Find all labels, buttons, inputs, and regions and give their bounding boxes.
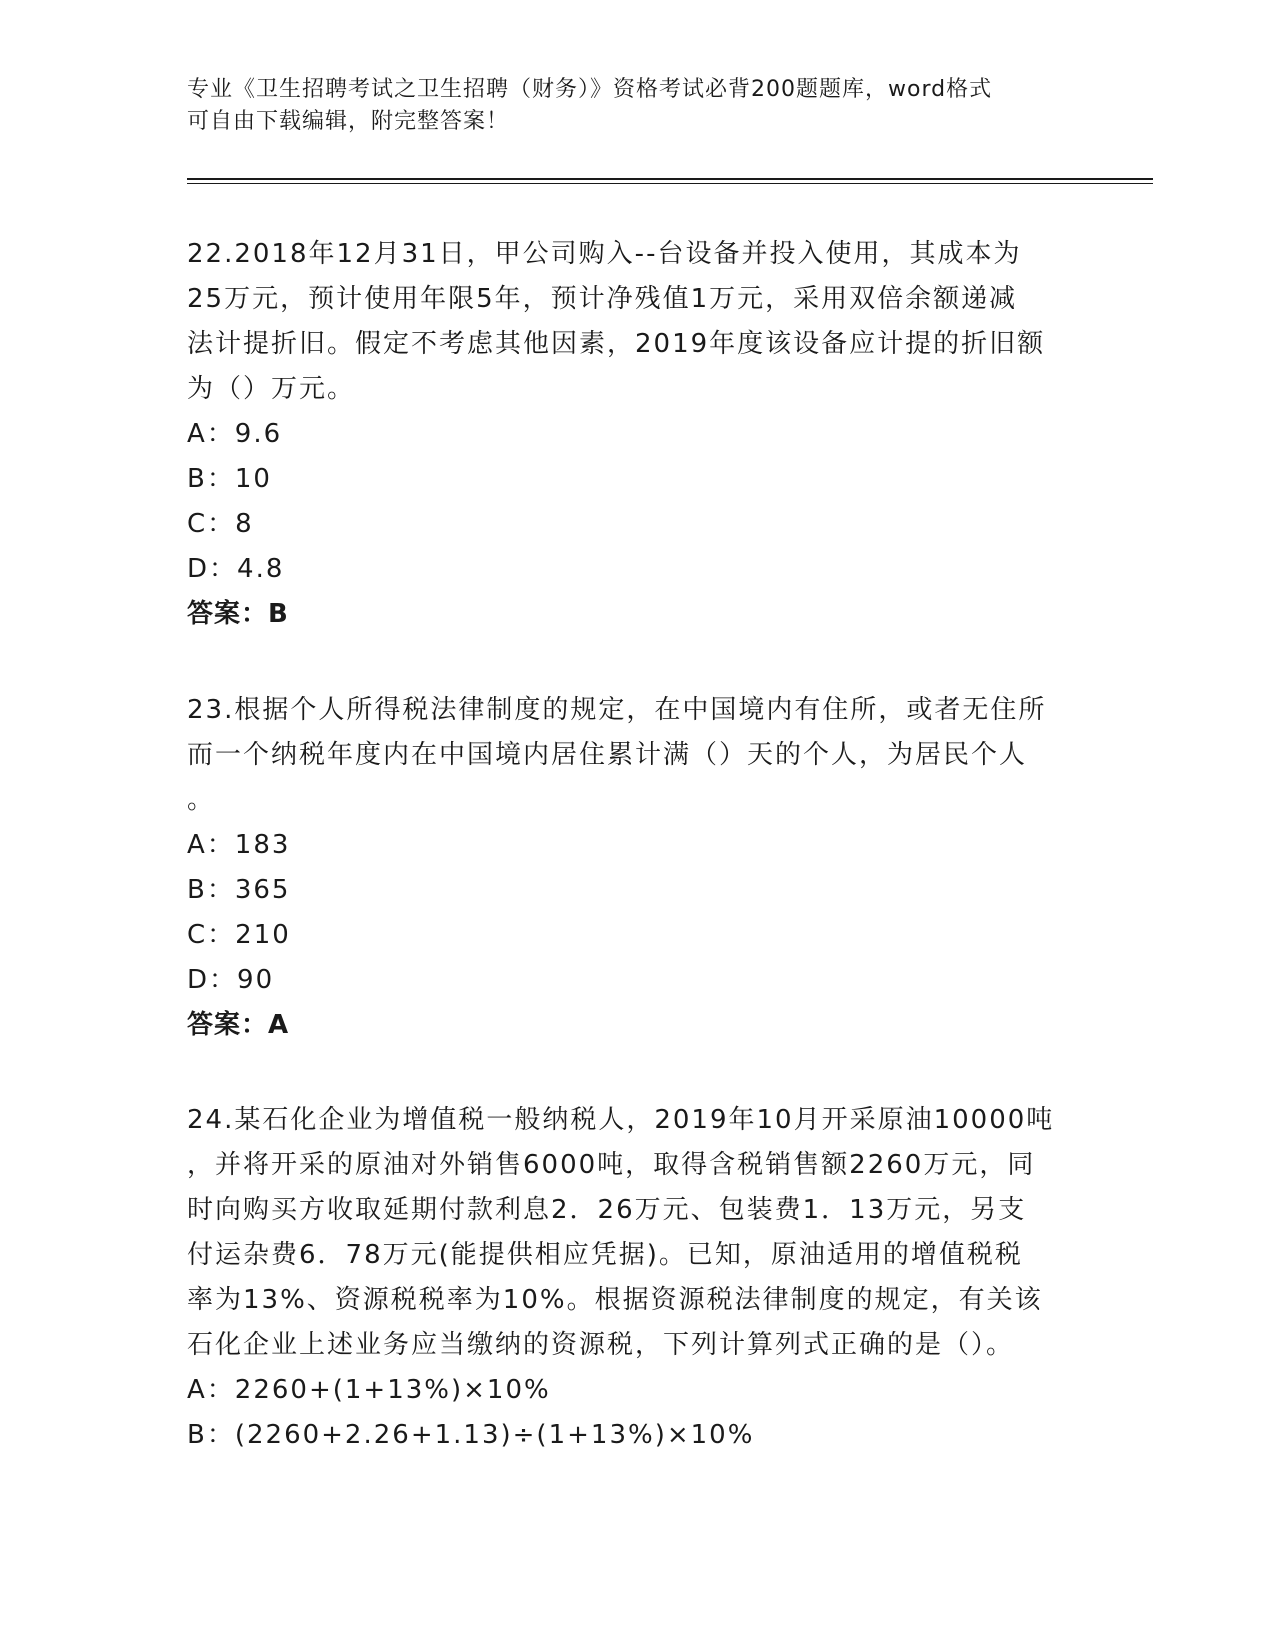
question-stem-line: 而一个纳税年度内在中国境内居住累计满（）天的个人，为居民个人 bbox=[187, 740, 1028, 770]
question-stem-line: 石化企业上述业务应当缴纳的资源税，下列计算列式正确的是（）。 bbox=[187, 1330, 1015, 1360]
question-24 bbox=[187, 1098, 1077, 1458]
question-stem-line: 24.某石化企业为增值税一般纳税人，2019年10月开采原油10000吨 bbox=[187, 1105, 1055, 1135]
option-b: B：(2260+2.26+1.13)÷(1+13%)×10% bbox=[187, 1420, 755, 1450]
question-stem-line: 25万元，预计使用年限5年，预计净残值1万元，采用双倍余额递减 bbox=[187, 284, 1018, 314]
question-stem-line: 付运杂费6．78万元(能提供相应凭据)。已知，原油适用的增值税税 bbox=[187, 1240, 1023, 1270]
question-stem-line: 时向购买方收取延期付款利息2．26万元、包装费1．13万元，另支 bbox=[187, 1195, 1027, 1225]
document-header bbox=[187, 74, 1067, 138]
answer-key: 答案：B bbox=[187, 599, 289, 629]
option-c: C：210 bbox=[187, 920, 291, 950]
option-d: D：4.8 bbox=[187, 554, 285, 584]
question-22 bbox=[187, 232, 1077, 637]
question-23 bbox=[187, 688, 1077, 1048]
question-stem-line: 23.根据个人所得税法律制度的规定，在中国境内有住所，或者无住所 bbox=[187, 695, 1047, 725]
option-b: B：365 bbox=[187, 875, 291, 905]
question-stem-line: 法计提折旧。假定不考虑其他因素，2019年度该设备应计提的折旧额 bbox=[187, 329, 1046, 359]
option-a: A：2260+(1+13%)×10% bbox=[187, 1375, 551, 1405]
header-title-line-1: 专业《卫生招聘考试之卫生招聘（财务）》资格考试必背200题题库，word格式 bbox=[187, 77, 993, 102]
header-divider-thin bbox=[187, 183, 1153, 184]
option-c: C：8 bbox=[187, 509, 254, 539]
answer-key: 答案：A bbox=[187, 1010, 290, 1040]
question-stem-line: 率为13%、资源税税率为10%。根据资源税法律制度的规定，有关该 bbox=[187, 1285, 1043, 1315]
header-divider-thick bbox=[187, 178, 1153, 180]
option-a: A：9.6 bbox=[187, 419, 283, 449]
option-a: A：183 bbox=[187, 830, 291, 860]
question-stem-line: 22.2018年12月31日，甲公司购入--台设备并投入使用，其成本为 bbox=[187, 239, 1022, 269]
question-stem-line: 。 bbox=[187, 785, 216, 815]
option-b: B：10 bbox=[187, 464, 272, 494]
option-d: D：90 bbox=[187, 965, 275, 995]
question-stem-line: ，并将开采的原油对外销售6000吨，取得含税销售额2260万元，同 bbox=[187, 1150, 1036, 1180]
question-stem-line: 为（）万元。 bbox=[187, 374, 356, 404]
header-title-line-2: 可自由下载编辑，附完整答案！ bbox=[187, 109, 510, 134]
